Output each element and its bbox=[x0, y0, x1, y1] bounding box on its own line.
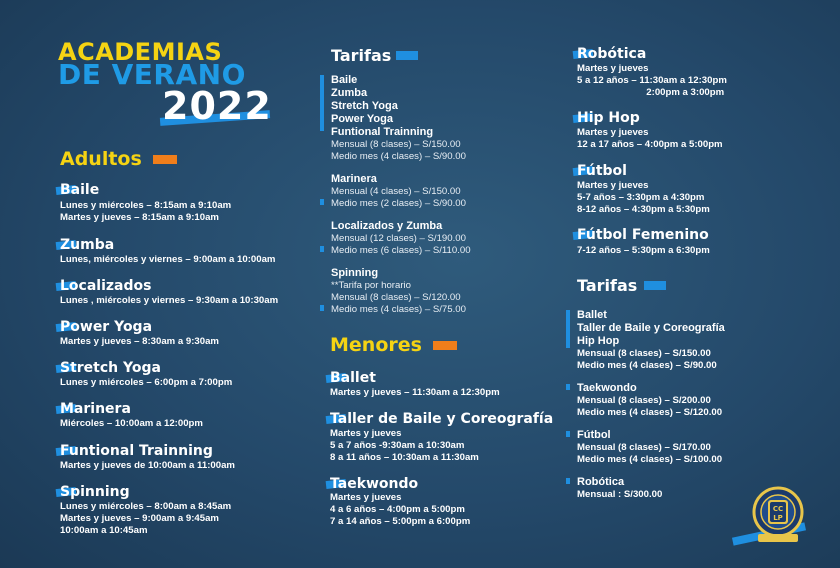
tarifa-group-prices: Mensual (8 clases) – S/150.00 Medio mes (4 clases) – S/90.00 bbox=[331, 139, 466, 162]
menores-accent bbox=[433, 341, 457, 350]
tarifa-group-prices: **Tarifa por horario Mensual (8 clases) – S/120.00 Medio mes (4 clases) – S/75.00 bbox=[331, 280, 466, 315]
group-marker bbox=[566, 384, 570, 390]
group-marker bbox=[566, 310, 570, 348]
tarifa-group-names: Marinera bbox=[331, 173, 377, 185]
tarifa-group-names: Ballet Taller de Baile y Coreografía Hip Hop bbox=[577, 309, 725, 347]
tarifa-group-names: Localizados y Zumba bbox=[331, 220, 443, 232]
tarifa-group-names: Fútbol bbox=[577, 429, 611, 441]
tarifa-group-names: Robótica bbox=[577, 476, 625, 488]
header-year: 2022 bbox=[162, 84, 272, 128]
class-schedule-futbol-femenino: 7-12 años – 5:30pm a 6:30pm bbox=[577, 245, 710, 256]
menores-title: Menores bbox=[330, 334, 422, 356]
tarifa-group-prices: Mensual (4 clases) – S/150.00 Medio mes (2 clases) – S/90.00 bbox=[331, 186, 466, 209]
class-title-baile: Baile bbox=[60, 182, 100, 198]
tarifa-group-prices: Mensual (8 clases) – S/200.00 Medio mes (4 clases) – S/120.00 bbox=[577, 395, 723, 418]
tarifa-group-names: Baile Zumba Stretch Yoga Power Yoga Funtional Trainning bbox=[331, 74, 434, 138]
tarifas-menores-accent bbox=[644, 281, 666, 290]
logo-letters-bottom: LP bbox=[773, 514, 783, 522]
class-title-hip-hop: Hip Hop bbox=[577, 110, 640, 126]
adultos-title: Adultos bbox=[60, 148, 142, 170]
class-schedule-localizados: Lunes , miércoles y viernes – 9:30am a 10:30am bbox=[60, 295, 279, 306]
group-marker bbox=[320, 75, 324, 131]
class-title-futbol-femenino: Fútbol Femenino bbox=[577, 227, 709, 243]
group-marker bbox=[320, 199, 324, 205]
class-title-stretch-yoga: Stretch Yoga bbox=[60, 360, 161, 376]
tarifa-group-names: Taekwondo bbox=[577, 382, 637, 394]
class-schedule-baile: Lunes y miércoles – 8:15am a 9:10am Martes y jueves – 8:15am a 9:10am bbox=[60, 200, 232, 223]
tarifas-adultos-accent bbox=[396, 51, 418, 60]
group-marker bbox=[320, 305, 324, 311]
tarifa-group-prices: Mensual (8 clases) – S/150.00 Medio mes (4 clases) – S/90.00 bbox=[577, 348, 717, 371]
class-schedule-futbol: Martes y jueves 5-7 años – 3:30pm a 4:30pm 8-12 años – 4:30pm a 5:30pm bbox=[577, 180, 710, 215]
group-marker bbox=[566, 478, 570, 484]
group-marker bbox=[566, 431, 570, 437]
header-line1: ACADEMIAS bbox=[58, 38, 223, 66]
class-schedule-marinera: Miércoles – 10:00am a 12:00pm bbox=[60, 418, 203, 429]
class-title-robotica: Robótica bbox=[577, 46, 647, 62]
class-schedule-zumba: Lunes, miércoles y viernes – 9:00am a 10:00am bbox=[60, 254, 276, 265]
club-crest-icon bbox=[752, 484, 804, 544]
class-schedule-stretch-yoga: Lunes y miércoles – 6:00pm a 7:00pm bbox=[60, 377, 233, 388]
class-title-ballet: Ballet bbox=[330, 370, 376, 386]
tarifa-group-prices: Mensual (8 clases) – S/170.00 Medio mes (4 clases) – S/100.00 bbox=[577, 442, 723, 465]
class-schedule-power-yoga: Martes y jueves – 8:30am a 9:30am bbox=[60, 336, 219, 347]
tarifas-adultos-title: Tarifas bbox=[331, 46, 392, 65]
class-title-zumba: Zumba bbox=[60, 237, 115, 253]
tarifa-group-prices: Mensual : S/300.00 bbox=[577, 489, 663, 500]
class-title-spinning: Spinning bbox=[60, 484, 130, 500]
class-title-taekwondo: Taekwondo bbox=[330, 476, 419, 492]
class-title-taller-baile: Taller de Baile y Coreografía bbox=[330, 411, 554, 427]
class-title-futbol: Fútbol bbox=[577, 163, 627, 179]
class-schedule-hip-hop: Martes y jueves 12 a 17 años – 4:00pm a 5:00pm bbox=[577, 127, 723, 150]
class-schedule-funtional-trainning: Martes y jueves de 10:00am a 11:00am bbox=[60, 460, 235, 471]
class-schedule-ballet: Martes y jueves – 11:30am a 12:30pm bbox=[330, 387, 500, 398]
tarifa-group-prices: Mensual (12 clases) – S/190.00 Medio mes (6 clases) – S/110.00 bbox=[331, 233, 471, 256]
group-marker bbox=[320, 246, 324, 252]
class-schedule-robotica: Martes y jueves 5 a 12 años – 11:30am a 12:30pm 2:00pm a 3:00pm bbox=[577, 63, 727, 98]
header-line2: DE VERANO bbox=[58, 58, 246, 91]
class-schedule-spinning: Lunes y miércoles – 8:00am a 8:45am Martes y jueves – 9:00am a 9:45am 10:00am a 10:45am bbox=[60, 501, 232, 536]
class-title-marinera: Marinera bbox=[60, 401, 131, 417]
class-title-localizados: Localizados bbox=[60, 278, 152, 294]
class-schedule-taller-baile: Martes y jueves 5 a 7 años -9:30am a 10:30am 8 a 11 años – 10:30am a 11:30am bbox=[330, 428, 479, 463]
class-title-power-yoga: Power Yoga bbox=[60, 319, 153, 335]
class-schedule-taekwondo: Martes y jueves 4 a 6 años – 4:00pm a 5:00pm 7 a 14 años – 5:00pm a 6:00pm bbox=[330, 492, 471, 527]
tarifa-group-names: Spinning bbox=[331, 267, 379, 279]
logo-letters-top: CC bbox=[772, 505, 784, 513]
tarifas-menores-title: Tarifas bbox=[577, 276, 638, 295]
adultos-accent bbox=[153, 155, 177, 164]
class-title-funtional-trainning: Funtional Trainning bbox=[60, 443, 213, 459]
